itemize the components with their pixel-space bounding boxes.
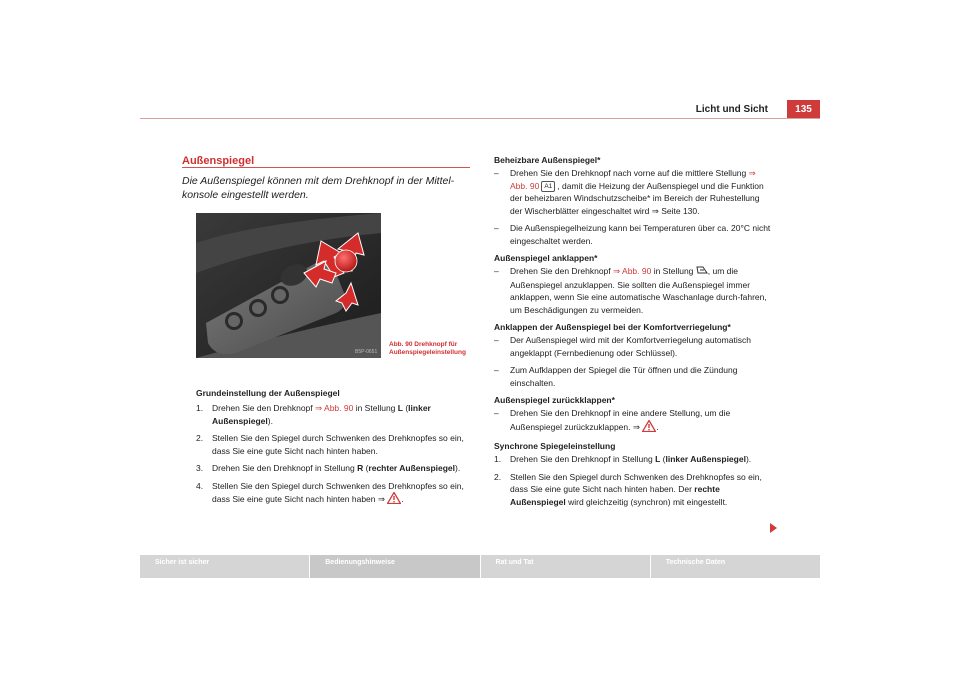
subheading-unfold-mirrors: Außenspiegel zurückklappen* <box>494 395 615 405</box>
mirror-knob-illustration <box>196 213 381 358</box>
figure-reference-link[interactable]: ⇒ Abb. 90 <box>613 266 652 276</box>
warning-icon[interactable] <box>642 420 656 436</box>
figure-code: B5P-0651 <box>355 349 378 355</box>
figure-caption-line1: Abb. 90 Drehknopf für <box>389 341 458 348</box>
figure-caption-line2: Außenspiegeleinstellung <box>389 349 466 356</box>
list-item: – Der Außenspiegel wird mit der Komfortverriegelung automatisch angeklappt (Fernbedienung oder Schlüssel). <box>494 335 751 358</box>
subheading-fold-mirrors: Außenspiegel anklappen* <box>494 253 598 263</box>
warning-icon[interactable] <box>387 492 401 508</box>
list-item: – Drehen Sie den Drehknopf nach vorne auf die mittlere Stellung ⇒ Abb. 90 A1 , damit die Heizung der Außenspiegel und die Funktion der beheizbaren Windschutzscheibe* im Bereich der Ruhestellung der Wischerblätter eingeschaltet wird ⇒ Seite 130. <box>494 168 764 216</box>
running-header-title: Licht und Sicht <box>695 104 768 115</box>
list-item: 2. Stellen Sie den Spiegel durch Schwenken des Drehknopfes so ein, dass Sie eine gute Sicht nach hinten haben. <box>196 433 464 456</box>
list-item: – Drehen Sie den Drehknopf in eine andere Stellung, um die Außenspiegel zurückzuklappen. ⇒ . <box>494 407 774 435</box>
subheading-basic-setting: Grundeinstellung der Außenspiegel <box>196 388 340 398</box>
header-rule <box>140 118 820 119</box>
list-item: – Die Außenspiegelheizung kann bei Temperaturen über ca. 20°C nicht eingeschaltet werden. <box>494 223 771 246</box>
footer-tab-technical-data[interactable]: Technische Daten <box>651 555 820 578</box>
footer-nav <box>140 555 820 578</box>
list-item: 2. Stellen Sie den Spiegel durch Schwenken des Drehknopfes so ein, dass Sie eine gute Sicht nach hinten haben. Der rechte Außenspiegel wird gleichzeitig (synchron) mit eingestellt. <box>494 471 762 507</box>
next-page-arrow-icon[interactable] <box>770 523 777 533</box>
figure-mirror-knob <box>196 213 381 358</box>
figure-caption <box>389 341 466 357</box>
footer-tab-safety[interactable]: Sicher ist sicher <box>140 555 309 578</box>
list-item: 1. Drehen Sie den Drehknopf ⇒ Abb. 90 in Stellung L (linker Außenspiegel). <box>196 403 431 426</box>
list-item: 4. Stellen Sie den Spiegel durch Schwenken des Drehknopfes so ein, dass Sie eine gute Sicht nach hinten haben ⇒ . <box>196 480 476 508</box>
list-item: – Drehen Sie den Drehknopf ⇒ Abb. 90 in Stellung , um die Außenspiegel anzuklappen. Sie sollten die Außenspiegel immer anklappen, wenn Sie eine automatische Waschanlage durch-fahren, um Beschädigungen zu vermeiden. <box>494 266 767 315</box>
right-column <box>494 155 774 513</box>
position-badge: A1 <box>541 181 555 192</box>
footer-tab-advice[interactable]: Rat und Tat <box>481 555 650 578</box>
list-item: – Zum Aufklappen der Spiegel die Tür öffnen und die Zündung einschalten. <box>494 365 738 388</box>
figure-reference-link[interactable]: ⇒ Abb. 90 <box>510 168 756 191</box>
figure-reference-link[interactable]: ⇒ Abb. 90 <box>315 403 354 413</box>
list-item: 3. Drehen Sie den Drehknopf in Stellung R (rechter Außenspiegel). <box>196 463 461 473</box>
section-rule <box>182 167 470 168</box>
section-lead: Die Außenspiegel können mit dem Drehknopf in der Mittel-konsole eingestellt werden. <box>182 175 455 201</box>
left-instructions <box>196 388 476 513</box>
folded-mirror-icon <box>696 265 708 279</box>
list-item: 1. Drehen Sie den Drehknopf in Stellung L (linker Außenspiegel). <box>494 454 752 464</box>
footer-tab-operation[interactable]: Bedienungshinweise <box>310 555 479 578</box>
section-title: Außenspiegel <box>182 155 255 167</box>
subheading-comfort-lock: Anklappen der Außenspiegel bei der Komfortverriegelung* <box>494 322 731 332</box>
subheading-synchronous: Synchrone Spiegeleinstellung <box>494 441 616 451</box>
page-number: 135 <box>787 100 820 119</box>
subheading-heated-mirrors: Beheizbare Außenspiegel* <box>494 155 601 165</box>
